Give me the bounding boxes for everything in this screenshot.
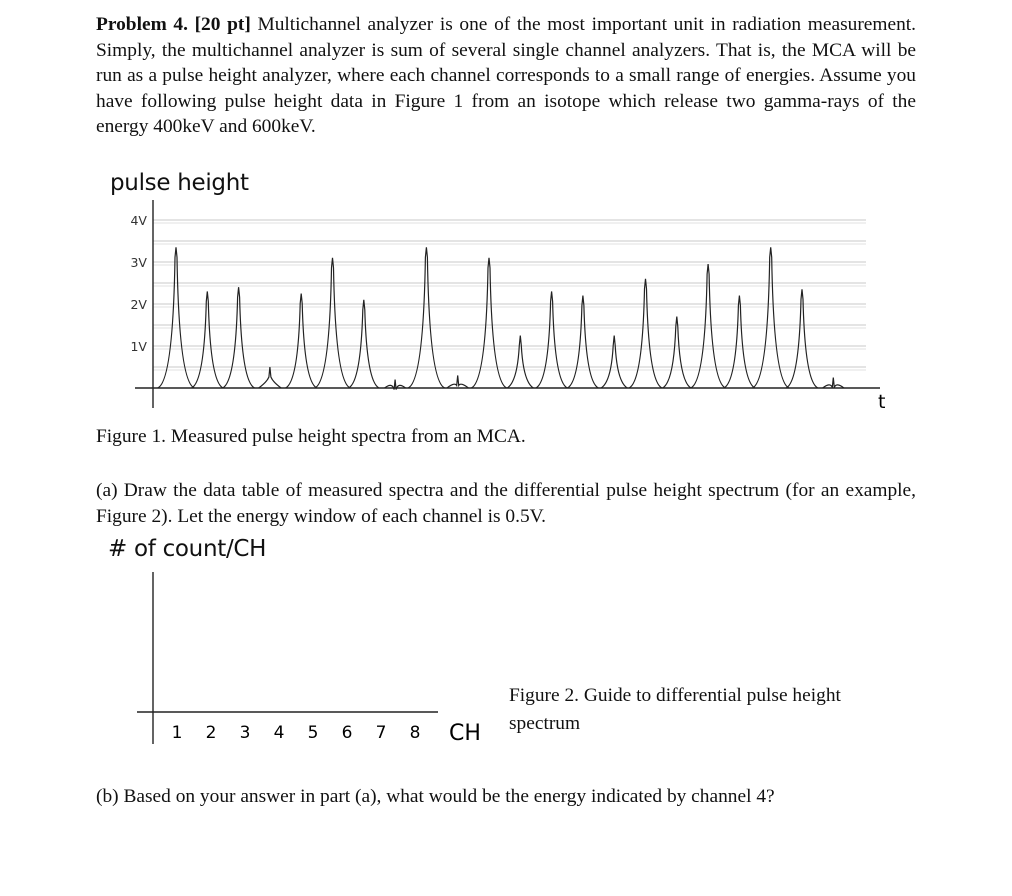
figure2-channel-label: 2 bbox=[205, 723, 217, 743]
problem-body: Multichannel analyzer is one of the most important unit in radiation measurement. Simply, the multichannel analyzer is sum of several single channel analyzers. That is, the MCA will be run as a pulse height analyzer, where each channel corresponds to a small range of energies. Assume you have following pulse height data in Figure 1 from an isotope which release two gamma-rays of the energy 400keV and 600keV. bbox=[96, 14, 916, 137]
figure2-channel-label: 3 bbox=[239, 723, 251, 743]
figure2-channel-labels bbox=[172, 723, 421, 743]
figure1-caption: Figure 1. Measured pulse height spectra from an MCA. bbox=[96, 426, 526, 447]
figure1-x-axis-label: t bbox=[878, 391, 886, 413]
figure2-y-axis-label: # of count/CH bbox=[108, 536, 267, 562]
figure2-x-axis-label: CH bbox=[449, 721, 481, 746]
figure1-y-tick-label: 2V bbox=[130, 297, 147, 312]
part-a-question: (a) Draw the data table of measured spectra and the differential pulse height spectrum (for an example, Figure 2). Let the energy window of each channel is 0.5V. bbox=[96, 480, 916, 527]
figure1-y-tick-label: 3V bbox=[130, 255, 147, 270]
figure2-channel-label: 6 bbox=[341, 723, 353, 743]
part-b-question: (b) Based on your answer in part (a), what would be the energy indicated by channel 4? bbox=[96, 786, 775, 807]
figure1-y-tick-label: 1V bbox=[130, 339, 147, 354]
figure2-channel-label: 7 bbox=[375, 723, 387, 743]
problem-heading: Problem 4. [20 pt] bbox=[96, 14, 251, 35]
figure1-y-tick-label: 4V bbox=[130, 213, 147, 228]
figure1-y-axis-label: pulse height bbox=[110, 170, 249, 196]
figure2-caption: Figure 2. Guide to differential pulse height spectrum bbox=[509, 685, 841, 734]
figure2-channel-label: 8 bbox=[409, 723, 421, 743]
figure2-channel-label: 1 bbox=[171, 723, 183, 743]
figure2-channel-label: 5 bbox=[307, 723, 319, 743]
figure2-channel-label: 4 bbox=[273, 723, 285, 743]
